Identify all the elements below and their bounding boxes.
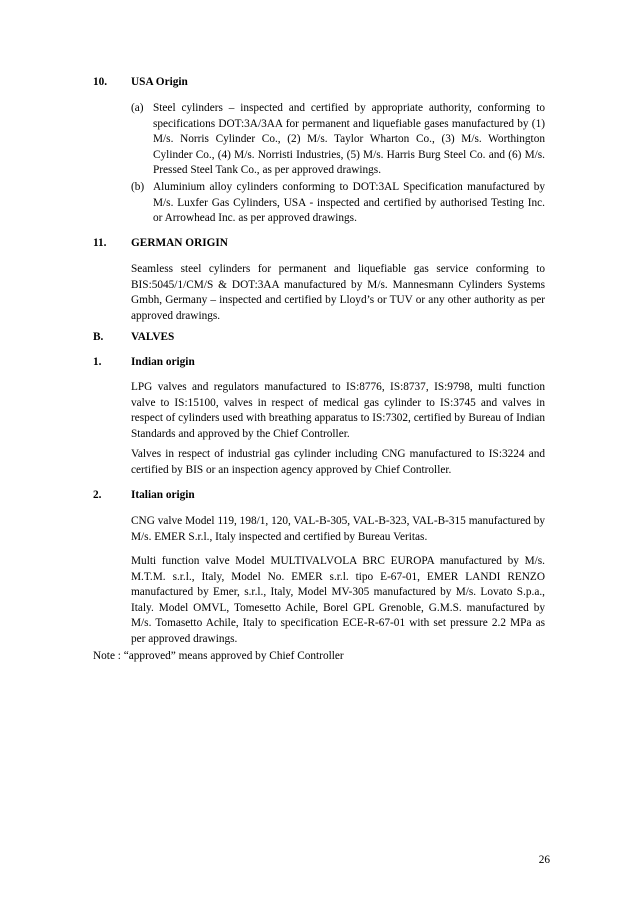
section-number: 2. bbox=[93, 489, 102, 501]
paragraph: Valves in respect of industrial gas cylinder including CNG manufactured to IS:3224 and certified by BIS or an inspection agency approved by Chief Controller. bbox=[131, 448, 545, 476]
section-title: Italian origin bbox=[131, 489, 195, 501]
paragraph: CNG valve Model 119, 198/1, 120, VAL-B-305, VAL-B-323, VAL-B-315 manufactured by M/s. EMER S.r.l., Italy inspected and certified by Bureau Veritas. bbox=[131, 515, 545, 543]
paragraph: Multi function valve Model MULTIVALVOLA BRC EUROPA manufactured by M/s. M.T.M. s.r.l., Italy, Model No. EMER s.r.l. tipo E-67-01, EMER LANDI RENZO manufactured by Emer, s.r.l., Italy, Model MV-305 manufactured by M/s. Lovato S.p.a., Italy. Model OMVL, Tomesetto Achile, Borel GPL Grenoble, G.M.S. manufactured by M/s. Tomasetto Achile, Italy to specification ECE-R-67-01 with set pressure 2.2 MPa as per approved drawings. bbox=[131, 555, 545, 645]
section-title: VALVES bbox=[131, 331, 175, 343]
section-number: 11. bbox=[93, 237, 107, 249]
section-title: Indian origin bbox=[131, 356, 195, 368]
item-text: Aluminium alloy cylinders conforming to DOT:3AL Specification manufactured by M/s. Luxfer Gas Cylinders, USA - inspected and certified by authorised Testing Inc. or Arrowhead Inc. as per approved drawings. bbox=[153, 181, 545, 225]
paragraph: Seamless steel cylinders for permanent and liquefiable gas service conforming to BIS:5045/1/CM/S & DOT:3AA manufactured by M/s. Mannesmann Cylinders Systems Gmbh, Germany – inspected and certified by Lloyd’s or TUV or any other authority as per approved drawings. bbox=[131, 263, 545, 322]
note: Note : “approved” means approved by Chief Controller bbox=[93, 650, 344, 662]
item-label: (b) bbox=[131, 181, 145, 193]
page-number: 26 bbox=[538, 854, 550, 866]
section-title: GERMAN ORIGIN bbox=[131, 237, 228, 249]
item-text: Steel cylinders – inspected and certified by appropriate authority, conforming to specifications DOT:3A/3AA for permanent and liquefiable gases manufactured by (1) M/s. Norris Cylinder Co., (2) M/s. Taylor Wharton Co., (3) M/s. Worthington Cylinder Co., (4) M/s. Norristi Industries, (5) M/s. Harris Burg Steel Co. and (6) M/s. Pressed Steel Tank Co., as per approved drawings. bbox=[153, 102, 545, 177]
paragraph: LPG valves and regulators manufactured to IS:8776, IS:8737, IS:9798, multi function valve to IS:15100, valves in respect of medical gas cylinder to IS:3745 and valves in respect of cylinders used with breathing apparatus to IS:7302, certified by Bureau of Indian Standards and approved by the Chief Controller. bbox=[131, 381, 545, 440]
section-number: 1. bbox=[93, 356, 102, 368]
list-item bbox=[131, 180, 545, 227]
section-number: 10. bbox=[93, 76, 108, 88]
list-item bbox=[131, 101, 545, 179]
section-number: B. bbox=[93, 331, 104, 343]
item-label: (a) bbox=[131, 102, 144, 114]
section-title: USA Origin bbox=[131, 76, 188, 88]
